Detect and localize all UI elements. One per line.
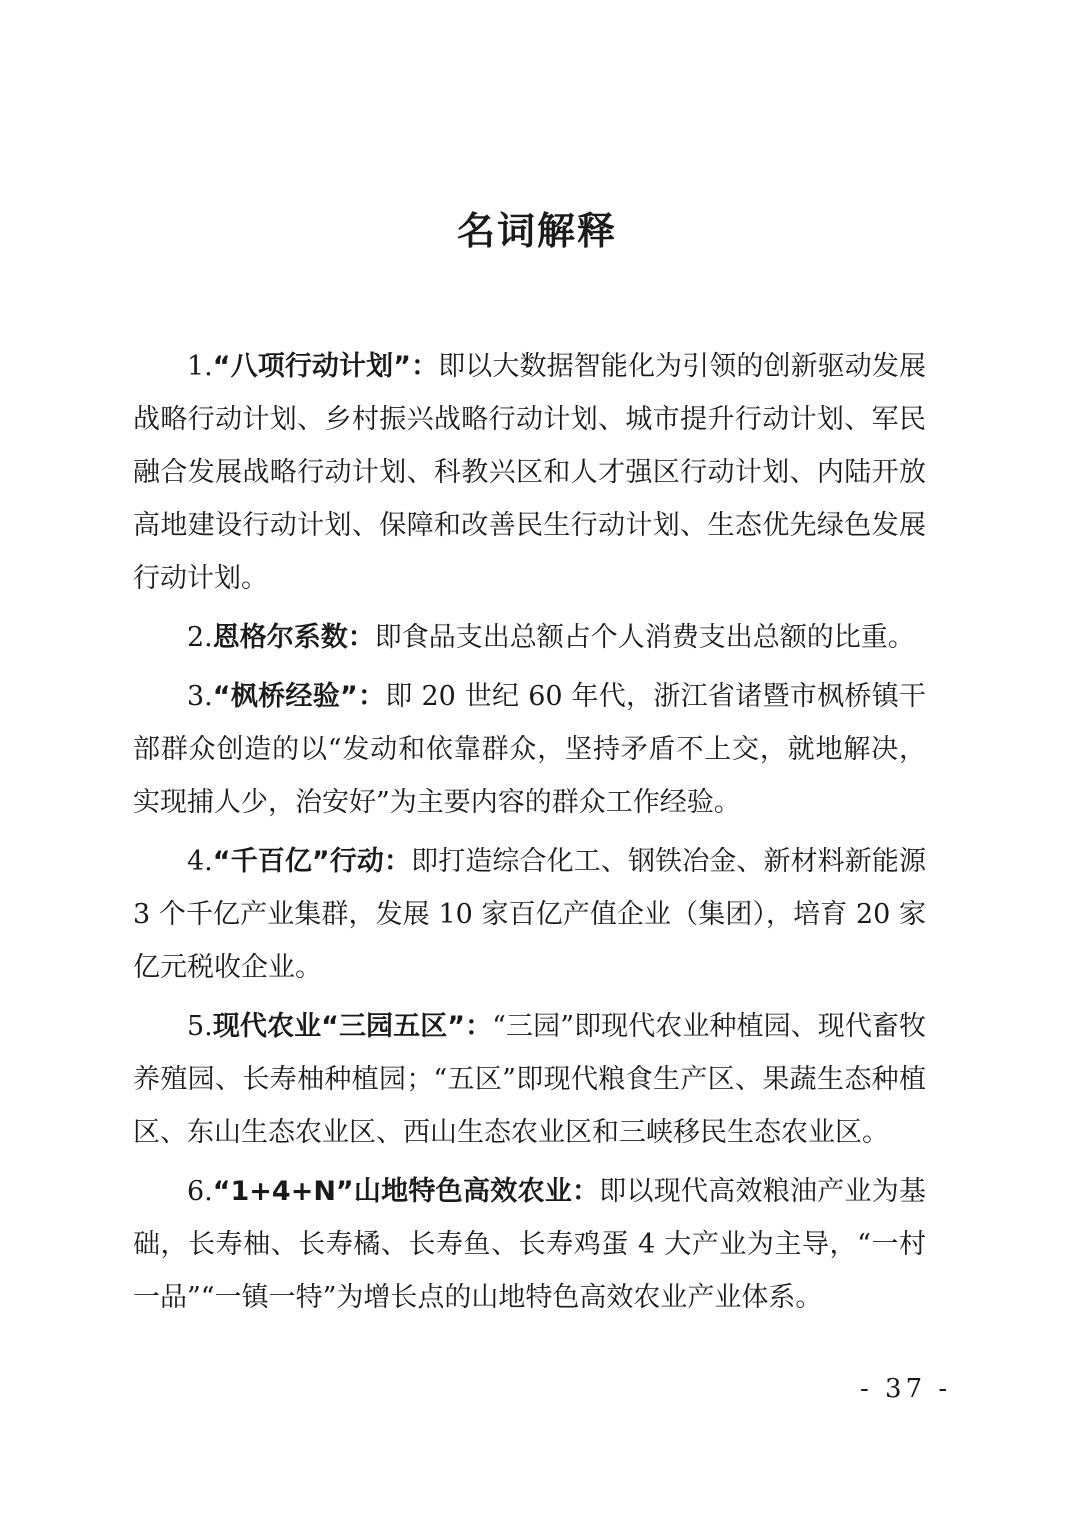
entry-term: 现代农业“三园五区”： xyxy=(212,1011,493,1042)
entry-number: 4. xyxy=(187,846,213,877)
entry-number: 5. xyxy=(187,1011,213,1042)
glossary-entry-3 xyxy=(133,670,926,829)
entry-term: “千百亿”行动： xyxy=(212,846,412,877)
entry-definition: 即以大数据智能化为引领的创新驱动发展战略行动计划、乡村振兴战略行动计划、城市提升行动计划、军民融合发展战略行动计划、科教兴区和人才强区行动计划、内陆开放高地建设行动计划、保障和改善民生行动计划、生态优先绿色发展行动计划。 xyxy=(133,351,926,594)
page-title: 名词解释 xyxy=(456,209,617,253)
entry-number: 1. xyxy=(187,351,213,382)
entry-number: 2. xyxy=(187,622,213,653)
entry-definition: 即 20 世纪 60 年代，浙江省诸暨市枫桥镇干部群众创造的以“发动和依靠群众，坚持矛盾不上交，就地解决，实现捕人少，治安好”为主要内容的群众工作经验。 xyxy=(133,681,926,818)
entry-definition: 即以现代高效粮油产业为基础，长寿柚、长寿橘、长寿鱼、长寿鸡蛋 4 大产业为主导，“一村一品”“一镇一特”为增长点的山地特色高效农业产业体系。 xyxy=(133,1176,927,1313)
entry-term: “枫桥经验”： xyxy=(212,681,386,712)
entry-number: 3. xyxy=(187,681,213,712)
glossary-list xyxy=(133,340,926,1330)
glossary-entry-5 xyxy=(133,1000,926,1159)
entry-number: 6. xyxy=(187,1176,213,1207)
page-number: - 37 - xyxy=(860,1374,952,1404)
entry-term: “八项行动计划”： xyxy=(212,351,439,382)
entry-definition: 即打造综合化工、钢铁冶金、新材料新能源 3 个千亿产业集群，发展 10 家百亿产值企业（集团），培育 20 家亿元税收企业。 xyxy=(133,846,927,983)
entry-definition: “三园”即现代农业种植园、现代畜牧养殖园、长寿柚种植园；“五区”即现代粮食生产区、果蔬生态种植区、东山生态农业区、西山生态农业区和三峡移民生态农业区。 xyxy=(133,1011,926,1148)
glossary-entry-1 xyxy=(133,340,926,605)
entry-definition: 即食品支出总额占个人消费支出总额的比重。 xyxy=(374,622,915,653)
entry-term: “1+4+N”山地特色高效农业： xyxy=(212,1176,600,1207)
glossary-entry-4 xyxy=(133,835,926,994)
glossary-entry-6 xyxy=(133,1165,926,1324)
glossary-entry-2 xyxy=(133,611,926,664)
entry-term: 恩格尔系数： xyxy=(212,622,375,653)
